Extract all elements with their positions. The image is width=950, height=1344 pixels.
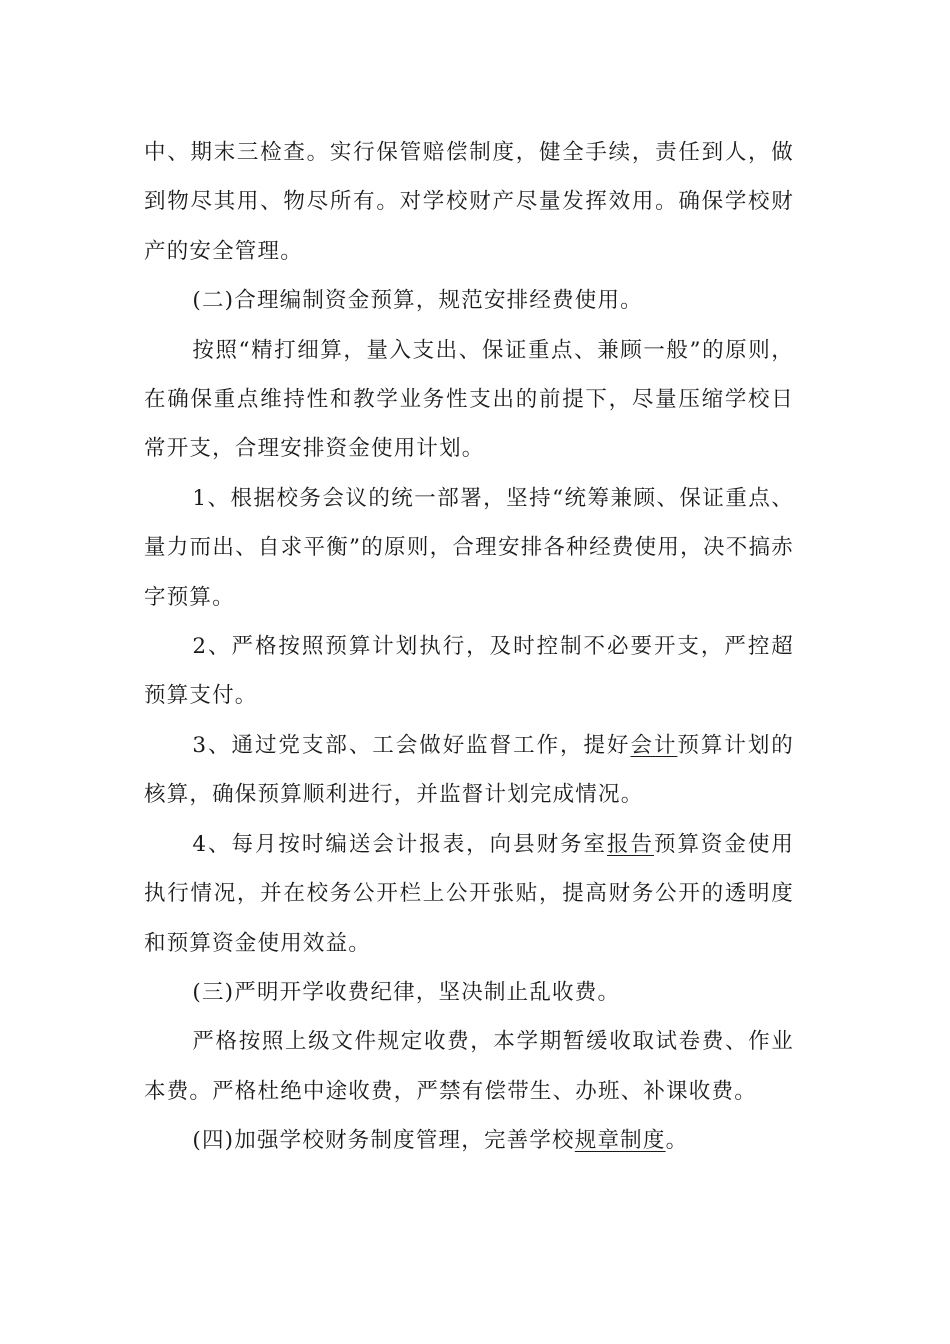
paragraph-text: 3、通过党支部、工会做好监督工作，提好 <box>192 732 631 758</box>
paragraph-1 <box>144 128 794 276</box>
paragraph-text: 预算计划的核算，确保预算顺利进行，并监督计划完成情况。 <box>144 732 794 808</box>
paragraph-text: (二)合理编制资金预算，规范安排经费使用。 <box>192 288 643 314</box>
link-regulations[interactable]: 规章制度 <box>574 1128 666 1154</box>
paragraph-text: 中、期末三检查。实行保管赔偿制度，健全手续，责任到人，做到物尽其用、物尽所有。对学校财产尽量发挥效用。确保学校财产的安全管理。 <box>144 140 794 264</box>
list-item-1 <box>144 474 794 622</box>
paragraph-text: (三)严明开学收费纪律，坚决制止乱收费。 <box>192 979 621 1005</box>
paragraph-text: 按照“精打细算，量入支出、保证重点、兼顾一般”的原则，在确保重点维持性和教学业务性支出的前提下，尽量压缩学校日常开支，合理安排资金使用计划。 <box>144 337 794 462</box>
list-item-4 <box>144 820 794 968</box>
paragraph-text: 。 <box>665 1128 689 1154</box>
paragraph-9 <box>144 1017 794 1116</box>
section-heading-3 <box>144 968 794 1017</box>
paragraph-text: 2、严格按照预算计划执行，及时控制不必要开支，严控超预算支付。 <box>144 634 794 709</box>
document-body <box>144 128 794 1166</box>
link-accounting[interactable]: 会计 <box>630 732 678 758</box>
list-item-3 <box>144 721 794 820</box>
paragraph-text: 1、根据校务会议的统一部署，坚持“统筹兼顾、保证重点、量力而出、自求平衡”的原则，合理安排各种经费使用，决不搞赤字预算。 <box>144 485 794 610</box>
paragraph-text: (四)加强学校财务制度管理，完善学校 <box>192 1128 575 1154</box>
paragraph-text: 严格按照上级文件规定收费，本学期暂缓收取试卷费、作业本费。严格杜绝中途收费，严禁有偿带生、办班、补课收费。 <box>144 1029 794 1104</box>
link-report[interactable]: 报告 <box>607 831 654 857</box>
section-heading-4 <box>144 1116 794 1165</box>
paragraph-text: 4、每月按时编送会计报表，向县财务室 <box>192 831 608 857</box>
paragraph-3 <box>144 326 794 474</box>
section-heading-2 <box>144 276 794 325</box>
list-item-2 <box>144 622 794 721</box>
paragraph-text: 预算资金使用执行情况，并在校务公开栏上公开张贴，提高财务公开的透明度和预算资金使用效益。 <box>144 831 795 956</box>
